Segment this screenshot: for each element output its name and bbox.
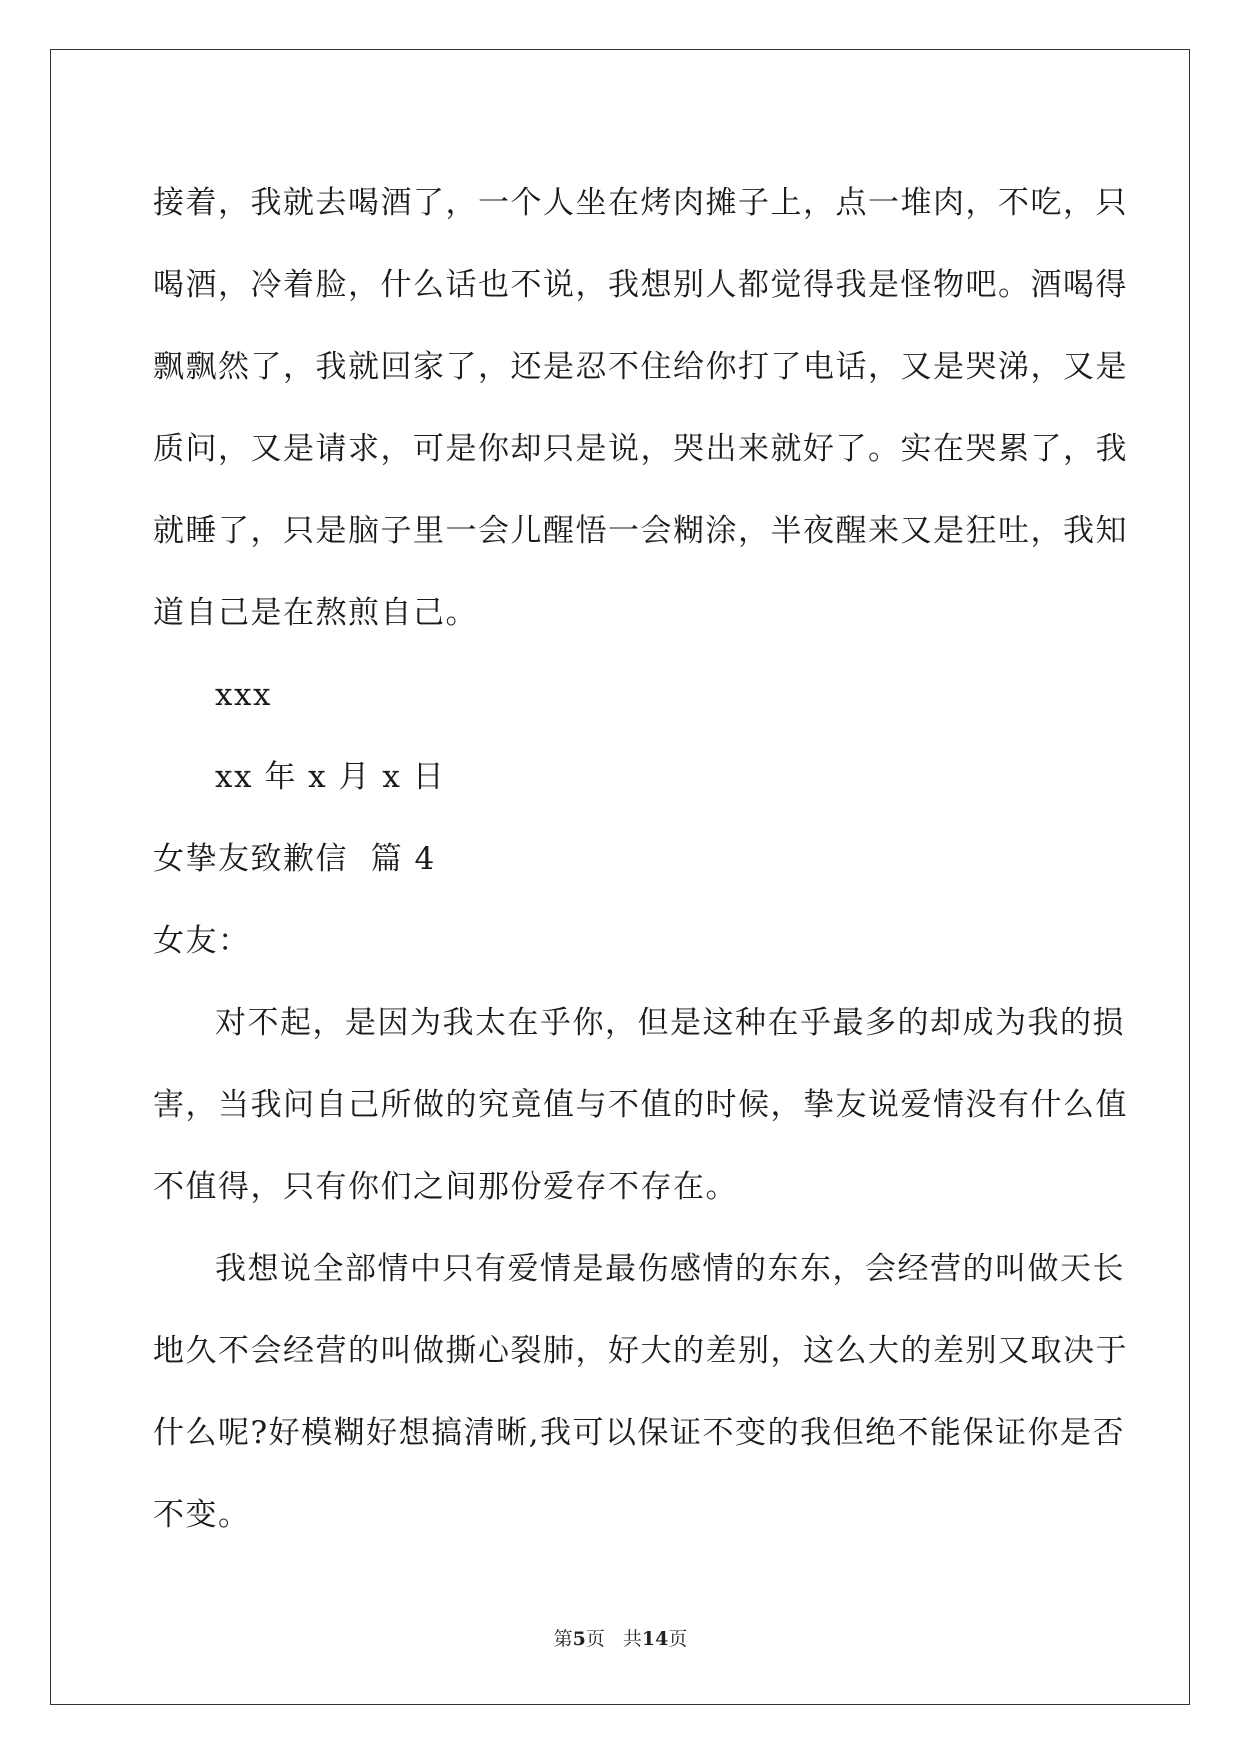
text-line: 喝酒，冷着脸，什么话也不说，我想别人都觉得我是怪物吧。酒喝得 — [153, 267, 1128, 303]
paragraph — [153, 1228, 1128, 1556]
text-line: 地久不会经营的叫做撕心裂肺，好大的差别，这么大的差别又取决于 — [153, 1333, 1128, 1369]
text-line: 接着，我就去喝酒了，一个人坐在烤肉摊子上，点一堆肉，不吃，只 — [153, 185, 1128, 221]
letter-date — [153, 736, 1093, 818]
text-line: 什么呢?好模糊好想搞清晰,我可以保证不变的我但绝不能保证你是否 — [153, 1415, 1125, 1451]
text-line: 质问，又是请求，可是你却只是说，哭出来就好了。实在哭累了，我 — [153, 431, 1128, 467]
text-line: 对不起，是因为我太在乎你，但是这种在乎最多的却成为我的损 — [215, 1005, 1125, 1041]
document-body — [153, 162, 1128, 1556]
text-line: 道自己是在熬煎自己。 — [153, 595, 478, 631]
text-line: 飘飘然了，我就回家了，还是忍不住给你打了电话，又是哭涕，又是 — [153, 349, 1128, 385]
text-line: 害，当我问自己所做的究竟值与不值的时候，挚友说爱情没有什么值 — [153, 1087, 1128, 1123]
section-heading — [153, 818, 1093, 900]
date-text: xx 年 x 月 x 日 — [215, 759, 446, 795]
total-prefix: 共 — [622, 1628, 642, 1650]
text-line: 我想说全部情中只有爱情是最伤感情的东东，会经营的叫做天长 — [215, 1251, 1125, 1287]
paragraph — [153, 982, 1128, 1228]
heading-text: 女挚友致歉信 篇 4 — [153, 841, 436, 877]
salutation-text: 女友： — [153, 923, 251, 959]
paragraph — [153, 162, 1128, 654]
signature-text: xxx — [215, 677, 272, 713]
page-number: 5 — [572, 1628, 586, 1650]
text-line: 不变。 — [153, 1497, 251, 1533]
salutation — [153, 900, 1093, 982]
total-pages: 14 — [641, 1628, 669, 1650]
text-line: 不值得，只有你们之间那份爱存不存在。 — [153, 1169, 738, 1205]
total-suffix: 页 — [668, 1628, 688, 1650]
page-prefix: 第 — [553, 1628, 573, 1650]
text-line: 就睡了，只是脑子里一会儿醒悟一会糊涂，半夜醒来又是狂吐，我知 — [153, 513, 1128, 549]
page-footer — [0, 1627, 1241, 1651]
signature — [153, 654, 1093, 736]
page-suffix: 页 — [585, 1628, 605, 1650]
